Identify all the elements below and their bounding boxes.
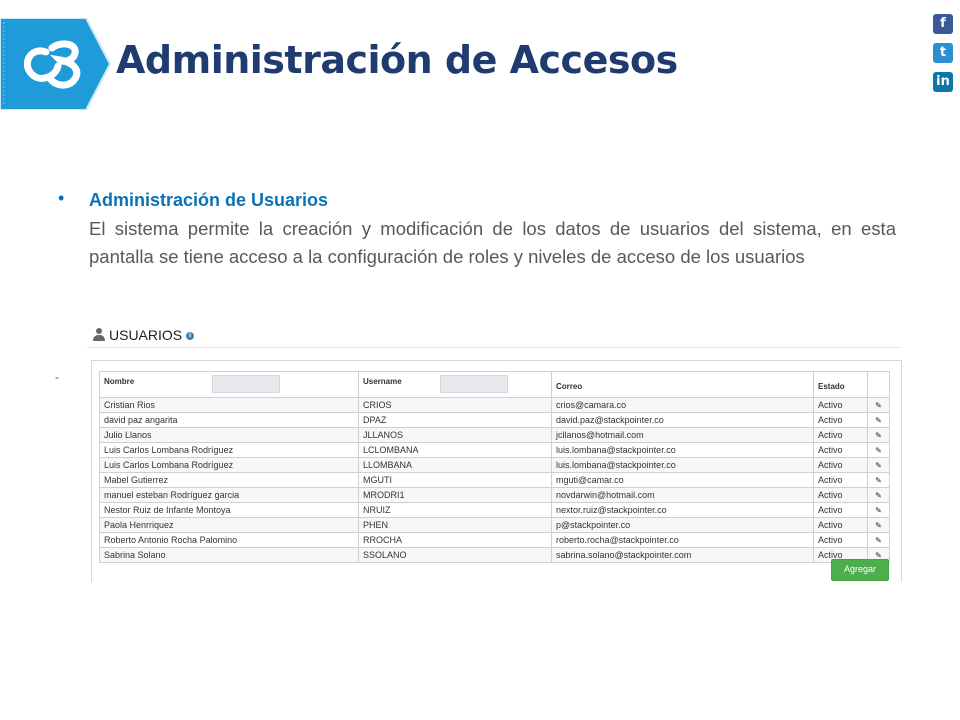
cell-estado: Activo	[814, 458, 868, 473]
cell-nombre: Sabrina Solano	[100, 548, 359, 563]
cell-username: RROCHA	[359, 533, 552, 548]
cell-username: MRODRI1	[359, 488, 552, 503]
dash-marker: -	[55, 370, 59, 384]
cell-correo: mguti@camar.co	[552, 473, 814, 488]
table-row	[100, 518, 890, 533]
filter-username-input[interactable]	[440, 375, 508, 393]
linkedin-icon[interactable]: in	[933, 72, 953, 92]
column-header-correo	[552, 372, 814, 398]
pencil-icon: ✎	[875, 430, 882, 440]
cell-username: CRIOS	[359, 398, 552, 413]
cell-correo: p@stackpointer.co	[552, 518, 814, 533]
page-title: Administración de Accesos	[116, 38, 678, 82]
pencil-icon: ✎	[875, 490, 882, 500]
cell-estado: Activo	[814, 533, 868, 548]
cell-estado: Activo	[814, 398, 868, 413]
pencil-icon: ✎	[875, 550, 882, 560]
users-table	[99, 371, 890, 563]
edit-user-button[interactable]	[868, 533, 890, 548]
social-links	[933, 14, 953, 101]
table-row	[100, 458, 890, 473]
column-header-nombre	[100, 372, 359, 398]
cell-estado: Activo	[814, 428, 868, 443]
company-logo	[0, 18, 112, 110]
cell-username: DPAZ	[359, 413, 552, 428]
cell-username: NRUIZ	[359, 503, 552, 518]
edit-user-button[interactable]	[868, 443, 890, 458]
table-header-row	[100, 372, 890, 398]
cell-estado: Activo	[814, 413, 868, 428]
add-user-button[interactable]: Agregar	[831, 559, 889, 581]
table-row	[100, 443, 890, 458]
table-row	[100, 548, 890, 563]
cell-username: LCLOMBANA	[359, 443, 552, 458]
edit-user-button[interactable]	[868, 518, 890, 533]
table-row	[100, 398, 890, 413]
table-row	[100, 488, 890, 503]
cell-estado: Activo	[814, 443, 868, 458]
pencil-icon: ✎	[875, 415, 882, 425]
edit-user-button[interactable]	[868, 458, 890, 473]
edit-user-button[interactable]	[868, 428, 890, 443]
column-header-actions	[868, 372, 890, 398]
pencil-icon: ✎	[875, 445, 882, 455]
edit-user-button[interactable]	[868, 398, 890, 413]
cell-correo: crios@camara.co	[552, 398, 814, 413]
cell-nombre: manuel esteban Rodríguez garcia	[100, 488, 359, 503]
cell-correo: nextor.ruiz@stackpointer.co	[552, 503, 814, 518]
cell-nombre: Mabel Gutierrez	[100, 473, 359, 488]
cell-username: PHEN	[359, 518, 552, 533]
facebook-icon[interactable]: f	[933, 14, 953, 34]
column-header-username	[359, 372, 552, 398]
filter-nombre-input[interactable]	[212, 375, 280, 393]
column-label: Estado	[818, 382, 845, 391]
pencil-icon: ✎	[875, 535, 882, 545]
cell-username: JLLANOS	[359, 428, 552, 443]
cell-estado: Activo	[814, 473, 868, 488]
edit-user-button[interactable]	[868, 503, 890, 518]
column-header-estado	[814, 372, 868, 398]
bullet: •	[58, 188, 65, 208]
cell-nombre: Julio Llanos	[100, 428, 359, 443]
usuarios-header	[93, 325, 194, 345]
twitter-icon[interactable]: t	[933, 43, 953, 63]
cell-nombre: Roberto Antonio Rocha Palomino	[100, 533, 359, 548]
cell-estado: Activo	[814, 488, 868, 503]
section-description: El sistema permite la creación y modificación de los datos de usuarios del sistema, en esta pantalla se tiene acceso a la configuración de roles y niveles de acceso de los usuarios	[89, 218, 896, 267]
cell-correo: luis.lombana@stackpointer.co	[552, 443, 814, 458]
usuarios-title: USUARIOS	[109, 327, 183, 343]
cell-estado: Activo	[814, 548, 868, 563]
table-row	[100, 473, 890, 488]
cell-correo: david.paz@stackpointer.co	[552, 413, 814, 428]
edit-user-button[interactable]	[868, 473, 890, 488]
edit-user-button[interactable]	[868, 413, 890, 428]
pencil-icon: ✎	[875, 400, 882, 410]
cell-correo: luis.lombana@stackpointer.co	[552, 458, 814, 473]
column-label: Correo	[556, 382, 583, 391]
pencil-icon: ✎	[875, 505, 882, 515]
info-icon[interactable]: i	[186, 332, 194, 340]
table-row	[100, 413, 890, 428]
cell-nombre: Nestor Ruiz de Infante Montoya	[100, 503, 359, 518]
column-label: Username	[363, 377, 402, 386]
user-icon	[93, 328, 105, 342]
table-row	[100, 428, 890, 443]
column-label: Nombre	[104, 377, 135, 386]
cell-nombre: Paola Henrriquez	[100, 518, 359, 533]
cell-username: SSOLANO	[359, 548, 552, 563]
pencil-icon: ✎	[875, 475, 882, 485]
cell-correo: novdarwin@hotmail.com	[552, 488, 814, 503]
cell-estado: Activo	[814, 518, 868, 533]
cell-nombre: david paz angarita	[100, 413, 359, 428]
cell-nombre: Luis Carlos Lombana Rodríguez	[100, 458, 359, 473]
pencil-icon: ✎	[875, 460, 882, 470]
divider	[87, 347, 901, 348]
edit-user-button[interactable]	[868, 488, 890, 503]
cell-correo: jcllanos@hotmail.com	[552, 428, 814, 443]
cell-username: LLOMBANA	[359, 458, 552, 473]
cell-username: MGUTI	[359, 473, 552, 488]
cell-nombre: Cristian Rios	[100, 398, 359, 413]
table-row	[100, 503, 890, 518]
pencil-icon: ✎	[875, 520, 882, 530]
cell-nombre: Luis Carlos Lombana Rodríguez	[100, 443, 359, 458]
section-title: Administración de Usuarios	[89, 190, 329, 210]
cell-correo: roberto.rocha@stackpointer.co	[552, 533, 814, 548]
cell-correo: sabrina.solano@stackpointer.com	[552, 548, 814, 563]
table-row	[100, 533, 890, 548]
cell-estado: Activo	[814, 503, 868, 518]
